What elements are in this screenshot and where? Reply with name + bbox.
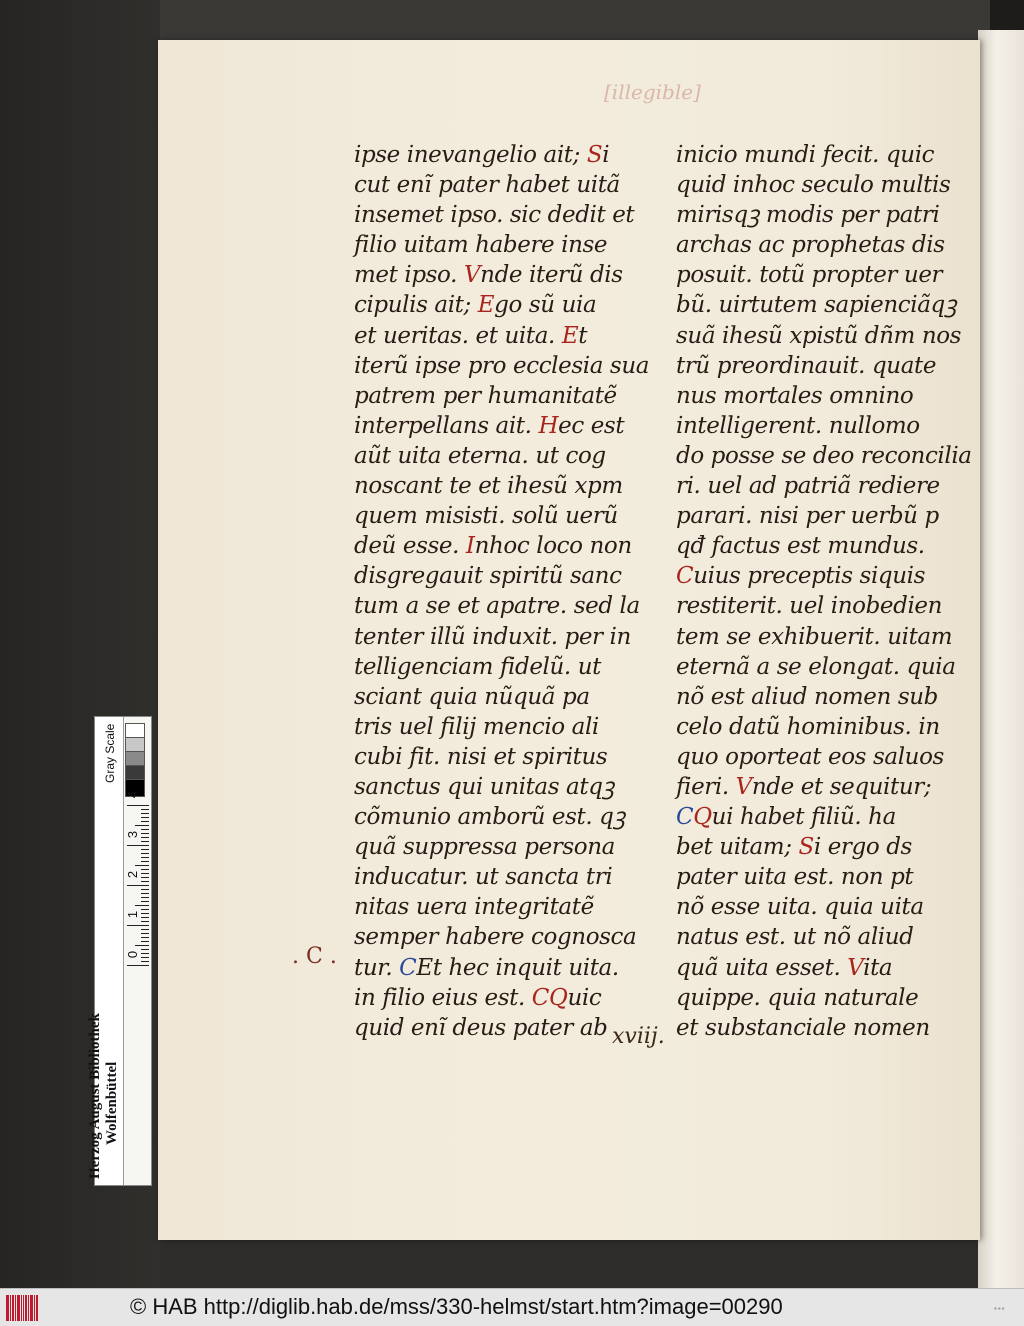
ruler-tick: [135, 825, 149, 826]
ruler-tick: [141, 941, 149, 942]
ruler-tick: [141, 873, 149, 874]
ruler-tick: [141, 833, 149, 834]
manuscript-line: [676, 682, 966, 712]
barcode-bar: [34, 1295, 35, 1321]
line-text: inducatur. ut sancta tri: [354, 864, 613, 891]
ruler-tick: [127, 925, 149, 926]
line-text: uius preceptis siquis: [693, 563, 926, 590]
manuscript-line: [676, 712, 966, 742]
manuscript-line: [354, 561, 630, 591]
initial-letter: V: [463, 262, 481, 289]
line-text: Et hec inquit uita.: [416, 954, 619, 981]
ruler-tick: [141, 921, 149, 922]
ruler-tick-number: 4: [125, 790, 141, 799]
line-text: quippe. quia naturale: [676, 984, 919, 1011]
ruler-tick: [141, 809, 149, 810]
ruler-tick-number: 0: [125, 950, 141, 959]
manuscript-line: [676, 260, 966, 290]
line-text: ri. uel ad patriã rediere: [676, 473, 940, 500]
line-text: quã uita esset.: [676, 954, 848, 981]
ruler-tick: [141, 857, 149, 858]
initial-letter: V: [847, 954, 864, 981]
manuscript-line: [354, 321, 630, 351]
manuscript-line: [676, 892, 966, 922]
manuscript-line: [676, 1013, 966, 1043]
line-text: cut enĩ pater habet uitã: [354, 172, 620, 199]
ruler-tick: [141, 813, 149, 814]
line-text: quã suppressa persona: [354, 834, 615, 861]
manuscript-line: [354, 652, 630, 682]
line-text: quem misisti. solũ uerũ: [354, 503, 618, 530]
line-text: nhoc loco non: [474, 533, 632, 560]
initial-letter: H: [538, 412, 559, 439]
manuscript-line: [354, 441, 630, 471]
barcode-bar: [6, 1295, 9, 1321]
line-text: nde iterũ dis: [480, 262, 623, 289]
line-text: mirisqꝫ modis per patri: [676, 202, 940, 229]
line-text: patrem per humanitatẽ: [354, 382, 617, 409]
ruler-tick: [141, 961, 149, 962]
initial-letter: C: [531, 984, 549, 1011]
manuscript-line: [676, 561, 966, 591]
line-text: bũ. uirtutem sapienciãqꝫ: [676, 292, 957, 319]
manuscript-line: [354, 351, 650, 381]
ruler-tick: [127, 885, 149, 886]
line-text: noscant te et ihesũ xpm: [354, 473, 623, 500]
manuscript-line: [676, 742, 966, 772]
initial-letter: E: [561, 322, 579, 349]
manuscript-line: [676, 290, 966, 320]
manuscript-line: [676, 501, 966, 531]
line-text: nõ esse uita. quia uita: [676, 894, 924, 921]
manuscript-line: [354, 200, 635, 230]
line-text: parari. nisi per uerbũ p: [676, 503, 939, 530]
manuscript-line: [676, 622, 966, 652]
manuscript-line: [676, 321, 966, 351]
line-text: et ueritas. et uita.: [354, 322, 562, 349]
ruler-tick: [141, 853, 149, 854]
manuscript-line: [676, 140, 966, 170]
line-text: cipulis ait;: [354, 292, 478, 319]
ruler-tick: [141, 861, 149, 862]
ruler-tick: [127, 845, 149, 846]
ruler-label-strip: [87, 717, 124, 1185]
manuscript-line: [354, 591, 640, 621]
manuscript-line: [676, 862, 966, 892]
line-text: nitas uera integritatẽ: [354, 894, 594, 921]
line-text: sciant quia nũquã pa: [354, 683, 590, 710]
manuscript-line: [354, 862, 630, 892]
line-text: t: [578, 322, 588, 349]
line-text: intelligerent. nullomo: [676, 412, 920, 439]
line-text: tris uel filij mencio ali: [354, 713, 599, 740]
manuscript-line: [676, 832, 966, 862]
manuscript-line: [354, 411, 630, 441]
scale-ruler: [87, 716, 152, 1186]
line-text: tur.: [354, 954, 400, 981]
manuscript-line: [354, 802, 630, 832]
manuscript-line: [676, 652, 966, 682]
line-text: ita: [863, 954, 893, 981]
ruler-tick: [141, 877, 149, 878]
line-text: ui habet filiũ. ha: [711, 804, 896, 831]
manuscript-line: [354, 140, 630, 170]
ruler-tick: [141, 957, 149, 958]
ruler-tick: [141, 849, 149, 850]
manuscript-line: [354, 471, 630, 501]
manuscript-line: [354, 290, 630, 320]
ruler-tick-number: 2: [125, 870, 141, 879]
initial-letter: I: [465, 533, 475, 560]
ruler-tick: [141, 909, 149, 910]
line-text: disgregauit spiritũ sanc: [354, 563, 622, 590]
initial-letter: Q: [693, 804, 712, 831]
initial-letter: E: [477, 292, 495, 319]
initial-letter: C: [676, 563, 694, 590]
line-text: filio uitam habere inse: [354, 232, 608, 259]
ruler-tick: [141, 929, 149, 930]
barcode-bar: [30, 1295, 33, 1321]
ruler-tick: [141, 893, 149, 894]
barcode-bar: [23, 1295, 24, 1321]
line-text: iterũ ipse pro ecclesia sua: [354, 352, 650, 379]
initial-letter: S: [586, 142, 603, 168]
manuscript-line: [676, 591, 966, 621]
manuscript-line: [354, 742, 630, 772]
line-text: cõmunio amborũ est. qꝫ: [354, 804, 625, 831]
line-text: pater uita est. non pt: [676, 864, 914, 891]
line-text: suã ihesũ xpistũ dñm nos: [676, 322, 962, 349]
manuscript-line: [676, 351, 966, 381]
institution-name: Herzog August Bibliothek: [87, 1013, 103, 1179]
ruler-tick: [127, 805, 149, 806]
gray-scale-label: Gray Scale: [103, 723, 117, 783]
barcode-bar: [15, 1295, 16, 1321]
faint-header-text: [illegible]: [604, 80, 701, 104]
line-text: restiterit. uel inobedien: [676, 593, 943, 620]
manuscript-line: [354, 892, 630, 922]
barcode-bar: [36, 1295, 38, 1321]
line-text: tum a se et apatre. sed la: [354, 593, 640, 620]
manuscript-line: [676, 200, 966, 230]
ruler-tick: [141, 869, 149, 870]
manuscript-line: [676, 471, 966, 501]
manuscript-line: [676, 983, 966, 1013]
manuscript-line: [354, 832, 630, 862]
manuscript-line: [354, 230, 630, 260]
line-text: celo datũ hominibus. in: [676, 713, 940, 740]
line-text: insemet ipso. sic dedit et: [354, 202, 635, 229]
line-text: uic: [567, 984, 602, 1011]
line-text: eternã a se elongat. quia: [676, 653, 956, 680]
manuscript-line: [354, 622, 630, 652]
institution-city: Wolfenbüttel: [104, 1061, 120, 1145]
manuscript-line: [676, 802, 966, 832]
initial-letter: S: [798, 834, 814, 861]
line-text: ipse inevangelio ait;: [354, 142, 587, 168]
line-text: nõ est aliud nomen sub: [676, 683, 938, 710]
ruler-tick: [141, 917, 149, 918]
ruler-institution-label: [87, 879, 121, 1179]
line-text: quid enĩ deus pater ab: [354, 1014, 608, 1041]
line-text: qđ factus est mundus.: [676, 533, 925, 560]
footer-watermark-mark: ▪▪▪: [994, 1304, 1006, 1313]
foliation-number: xviij.: [612, 1024, 665, 1049]
ruler-tick: [141, 881, 149, 882]
manuscript-line: [354, 712, 630, 742]
ruler-tick: [135, 905, 149, 906]
line-text: ec est: [558, 412, 625, 439]
manuscript-line: [354, 772, 630, 802]
ruler-tick: [141, 821, 149, 822]
manuscript-line: [354, 1013, 630, 1043]
line-text: interpellans ait.: [354, 412, 539, 439]
barcode-bar: [21, 1295, 22, 1321]
hab-barcode-icon: [6, 1295, 38, 1321]
ruler-tick-number: 1: [125, 910, 141, 919]
manuscript-line: [676, 381, 966, 411]
manuscript-line: [354, 983, 630, 1013]
manuscript-line: [676, 772, 966, 802]
ruler-tick: [141, 913, 149, 914]
manuscript-line: [354, 170, 630, 200]
manuscript-line: [676, 531, 966, 561]
ruler-tick: [141, 897, 149, 898]
initial-letter: C: [399, 954, 417, 981]
line-text: quo oporteat eos saluos: [676, 743, 944, 770]
line-text: do posse se deo reconcilia: [676, 442, 972, 469]
copyright-link-text[interactable]: © HAB http://diglib.hab.de/mss/330-helmst/start.htm?image=00290: [130, 1294, 783, 1319]
line-text: trũ preordinauit. quate: [676, 352, 937, 379]
ruler-tick: [141, 949, 149, 950]
manuscript-line: [676, 170, 966, 200]
barcode-bar: [28, 1295, 29, 1321]
manuscript-line: [354, 501, 630, 531]
line-text: aũt uita eterna. ut cog: [354, 442, 606, 469]
ruler-tick: [141, 829, 149, 830]
line-text: bet uitam;: [676, 834, 799, 861]
margin-mark: . C .: [292, 944, 337, 969]
manuscript-line: [676, 953, 966, 983]
line-text: quid inhoc seculo multis: [676, 172, 951, 199]
ruler-tick-number: 3: [125, 830, 141, 839]
ruler-tick: [127, 965, 149, 966]
manuscript-line: [354, 953, 630, 983]
line-text: met ipso.: [354, 262, 464, 289]
ruler-tick: [141, 953, 149, 954]
line-text: tem se exhibuerit. uitam: [676, 623, 953, 650]
ruler-tick: [141, 933, 149, 934]
manuscript-line: [354, 381, 630, 411]
ruler-tick: [141, 841, 149, 842]
line-text: tenter illũ induxit. per in: [354, 623, 631, 650]
ruler-tick: [141, 937, 149, 938]
barcode-bar: [17, 1295, 20, 1321]
line-text: i ergo ds: [813, 834, 912, 861]
line-text: telligenciam fidelũ. ut: [354, 653, 601, 680]
manuscript-line: [676, 922, 966, 952]
line-text: semper habere cognosca: [354, 924, 637, 951]
ruler-tick: [141, 837, 149, 838]
line-text: deũ esse.: [354, 533, 466, 560]
initial-letter: V: [735, 773, 752, 800]
footer-bar: [0, 1288, 1024, 1326]
manuscript-line: [676, 230, 966, 260]
line-text: posuit. totũ propter uer: [676, 262, 943, 289]
binding-shadow: [990, 0, 1024, 30]
manuscript-line: [676, 411, 966, 441]
manuscript-line: [676, 441, 972, 471]
line-text: i: [602, 142, 610, 168]
barcode-bar: [12, 1295, 14, 1321]
ruler-tick: [141, 889, 149, 890]
line-text: sanctus qui unitas atqꝫ: [354, 773, 614, 800]
line-text: nde et sequitur;: [751, 773, 932, 800]
line-text: fieri.: [676, 773, 736, 800]
line-text: go sũ uia: [494, 292, 597, 319]
line-text: natus est. ut nõ aliud: [676, 924, 914, 951]
text-column-right: [676, 140, 972, 1043]
manuscript-line: [354, 922, 637, 952]
ruler-tick: [135, 865, 149, 866]
ruler-tick: [141, 817, 149, 818]
initial-letter: C: [676, 804, 694, 831]
manuscript-line: [354, 531, 630, 561]
manuscript-line: [354, 682, 630, 712]
line-text: cubi fit. nisi et spiritus: [354, 743, 608, 770]
initial-letter: Q: [549, 984, 568, 1011]
line-text: inicio mundi fecit. quic: [676, 142, 935, 168]
barcode-bar: [25, 1295, 27, 1321]
manuscript-line: [354, 260, 630, 290]
barcode-bar: [10, 1295, 11, 1321]
ruler-tick: [135, 945, 149, 946]
adjacent-leaf: [978, 30, 1024, 1288]
line-text: archas ac prophetas dis: [676, 232, 945, 259]
line-text: et substanciale nomen: [676, 1014, 930, 1041]
line-text: in filio eius est.: [354, 984, 532, 1011]
ruler-tick: [141, 901, 149, 902]
line-text: nus mortales omnino: [676, 382, 914, 409]
